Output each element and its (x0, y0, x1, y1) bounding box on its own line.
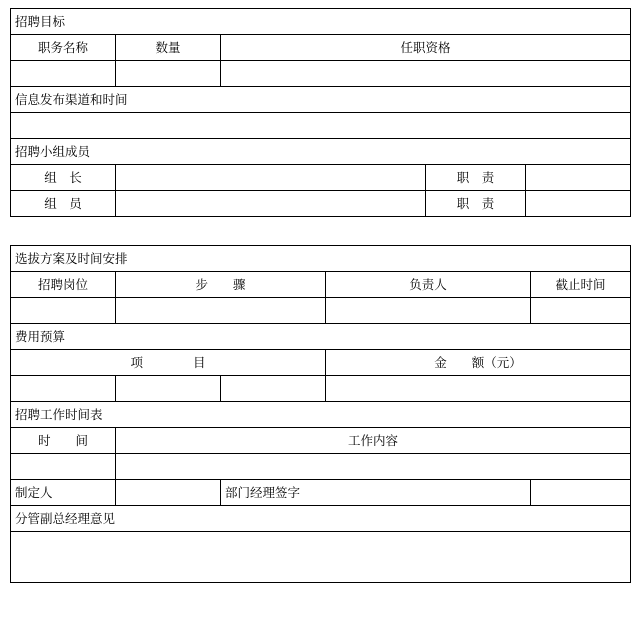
manager-signature-label: 部门经理签字 (221, 480, 531, 506)
table-row (11, 191, 631, 217)
section-channel-label: 信息发布渠道和时间 (11, 87, 631, 113)
table-row (11, 272, 631, 298)
table-row (11, 113, 631, 139)
plan-header-deadline: 截止时间 (531, 272, 631, 298)
table-row (11, 402, 631, 428)
table-row (11, 506, 631, 532)
section-goal-label: 招聘目标 (11, 9, 631, 35)
goal-header-quantity: 数量 (116, 35, 221, 61)
goal-header-position: 职务名称 (11, 35, 116, 61)
table-row (11, 324, 631, 350)
recruitment-top-table (10, 8, 631, 217)
maker-label: 制定人 (11, 480, 116, 506)
table-row (11, 428, 631, 454)
plan-cell-owner[interactable] (326, 298, 531, 324)
team-name-member[interactable] (116, 191, 426, 217)
team-name-leader[interactable] (116, 165, 426, 191)
recruitment-bottom-table (10, 245, 631, 583)
budget-header-item: 项 目 (11, 350, 326, 376)
channel-cell[interactable] (11, 113, 631, 139)
plan-header-post: 招聘岗位 (11, 272, 116, 298)
table-row (11, 61, 631, 87)
goal-cell-qualification[interactable] (221, 61, 631, 87)
table-row (11, 9, 631, 35)
section-plan-label: 选拔方案及时间安排 (11, 246, 631, 272)
table-row (11, 87, 631, 113)
team-role-leader: 组 长 (11, 165, 116, 191)
goal-cell-quantity[interactable] (116, 61, 221, 87)
table-row (11, 480, 631, 506)
team-role-member: 组 员 (11, 191, 116, 217)
plan-cell-deadline[interactable] (531, 298, 631, 324)
budget-cell-1[interactable] (11, 376, 116, 402)
team-duty-label-leader: 职 责 (426, 165, 526, 191)
maker-value[interactable] (116, 480, 221, 506)
table-row (11, 35, 631, 61)
goal-header-qualification: 任职资格 (221, 35, 631, 61)
plan-header-step: 步 骤 (116, 272, 326, 298)
table-row (11, 139, 631, 165)
table-row (11, 246, 631, 272)
table-row (11, 298, 631, 324)
table-row (11, 532, 631, 583)
plan-header-owner: 负责人 (326, 272, 531, 298)
section-opinion-label: 分管副总经理意见 (11, 506, 631, 532)
team-duty-leader[interactable] (526, 165, 631, 191)
section-schedule-label: 招聘工作时间表 (11, 402, 631, 428)
table-row (11, 376, 631, 402)
schedule-header-content: 工作内容 (116, 428, 631, 454)
table-row (11, 165, 631, 191)
plan-cell-step[interactable] (116, 298, 326, 324)
table-row (11, 454, 631, 480)
goal-cell-position[interactable] (11, 61, 116, 87)
schedule-cell-content[interactable] (116, 454, 631, 480)
budget-cell-4[interactable] (326, 376, 631, 402)
schedule-cell-time[interactable] (11, 454, 116, 480)
table-gap-spacer (10, 217, 630, 245)
budget-cell-3[interactable] (221, 376, 326, 402)
budget-header-amount: 金 额（元） (326, 350, 631, 376)
schedule-header-time: 时 间 (11, 428, 116, 454)
opinion-cell[interactable] (11, 532, 631, 583)
team-duty-label-member: 职 责 (426, 191, 526, 217)
section-budget-label: 费用预算 (11, 324, 631, 350)
team-duty-member[interactable] (526, 191, 631, 217)
manager-signature-value[interactable] (531, 480, 631, 506)
table-row (11, 350, 631, 376)
budget-cell-2[interactable] (116, 376, 221, 402)
section-team-label: 招聘小组成员 (11, 139, 631, 165)
plan-cell-post[interactable] (11, 298, 116, 324)
